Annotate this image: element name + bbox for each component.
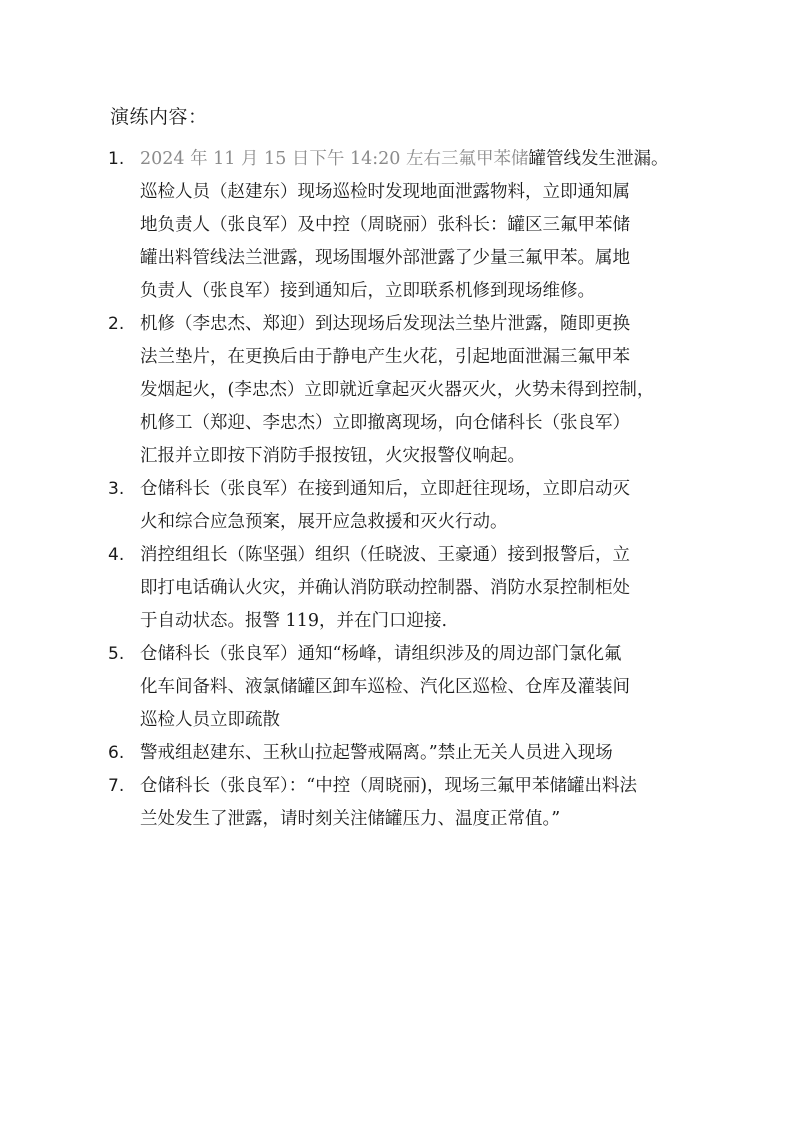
item-number: 2. bbox=[108, 314, 125, 334]
item-text bbox=[140, 539, 668, 638]
text-line: 巡检人员立即疏散 bbox=[140, 710, 280, 730]
item-text bbox=[140, 473, 668, 539]
list-item bbox=[108, 473, 668, 539]
text-line: 汇报并立即按下消防手报按钮，火灾报警仪响起。 bbox=[140, 446, 525, 466]
faint-text: 2024 年 11 月 15 日下午 14:20 左右三氟甲苯储 bbox=[140, 149, 529, 169]
text-line: 地负责人（张良军）及中控（周晓丽）张科长：罐区三氟甲苯储 bbox=[140, 215, 630, 235]
text-line: 巡检人员（赵建东）现场巡检时发现地面泄露物料，立即通知属 bbox=[140, 182, 630, 202]
text-line: 于自动状态。报警 119，并在门口迎接. bbox=[140, 611, 448, 631]
item-number: 3. bbox=[108, 479, 125, 499]
text-line: 机修工（郑迎、李忠杰）立即撤离现场，向仓储科长（张良军） bbox=[140, 413, 630, 433]
list-item bbox=[108, 638, 668, 737]
item-number: 7. bbox=[108, 776, 125, 796]
item-text bbox=[140, 638, 668, 737]
text-line: 化车间备料、液氯储罐区卸车巡检、汽化区巡检、仓库及灌装间 bbox=[140, 677, 630, 697]
item-number: 4. bbox=[108, 545, 125, 565]
text-line: 机修（李忠杰、郑迎）到达现场后发现法兰垫片泄露，随即更换 bbox=[140, 314, 630, 334]
item-number: 1. bbox=[108, 149, 125, 169]
text-line: 仓储科长（张良军）在接到通知后，立即赶往现场，立即启动灭 bbox=[140, 479, 630, 499]
text-line: 负责人（张良军）接到通知后，立即联系机修到现场维修。 bbox=[140, 281, 595, 301]
text-line: 仓储科长（张良军）：“中控（周晓丽)，现场三氟甲苯储罐出料法 bbox=[140, 776, 638, 796]
item-text bbox=[140, 737, 668, 770]
text-line: 法兰垫片，在更换后由于静电产生火花，引起地面泄漏三氟甲苯 bbox=[140, 347, 630, 367]
text-line: 即打电话确认火灾，并确认消防联动控制器、消防水泵控制柜处 bbox=[140, 578, 630, 598]
drill-content-list bbox=[108, 143, 668, 836]
text-line: 消控组组长（陈坚强）组织（任晓波、王豪通）接到报警后，立 bbox=[140, 545, 630, 565]
list-item bbox=[108, 308, 668, 473]
item-number: 6. bbox=[108, 743, 125, 763]
list-item bbox=[108, 737, 668, 770]
text-line: 2024 年 11 月 15 日下午 14:20 左右三氟甲苯储罐管线发生泄漏。 bbox=[140, 149, 669, 169]
item-text bbox=[140, 770, 668, 836]
text-line: 罐出料管线法兰泄露，现场围堰外部泄露了少量三氟甲苯。属地 bbox=[140, 248, 630, 268]
list-item bbox=[108, 539, 668, 638]
text-line: 警戒组赵建东、王秋山拉起警戒隔离。”禁止无关人员进入现场 bbox=[140, 743, 613, 763]
item-text bbox=[140, 308, 668, 473]
item-number: 5. bbox=[108, 644, 125, 664]
section-heading: 演练内容： bbox=[110, 106, 208, 128]
text-line: 兰处发生了泄露，请时刻关注储罐压力、温度正常值。” bbox=[140, 809, 561, 829]
text-line: 仓储科长（张良军）通知“杨峰，请组织涉及的周边部门氯化氟 bbox=[140, 644, 622, 664]
item-text bbox=[140, 143, 668, 308]
list-item bbox=[108, 143, 668, 308]
text-line: 火和综合应急预案，展开应急救援和灭火行动。 bbox=[140, 512, 508, 532]
list-item bbox=[108, 770, 668, 836]
text-line: 发烟起火，(李忠杰）立即就近拿起灭火器灭火，火势未得到控制， bbox=[140, 380, 655, 400]
